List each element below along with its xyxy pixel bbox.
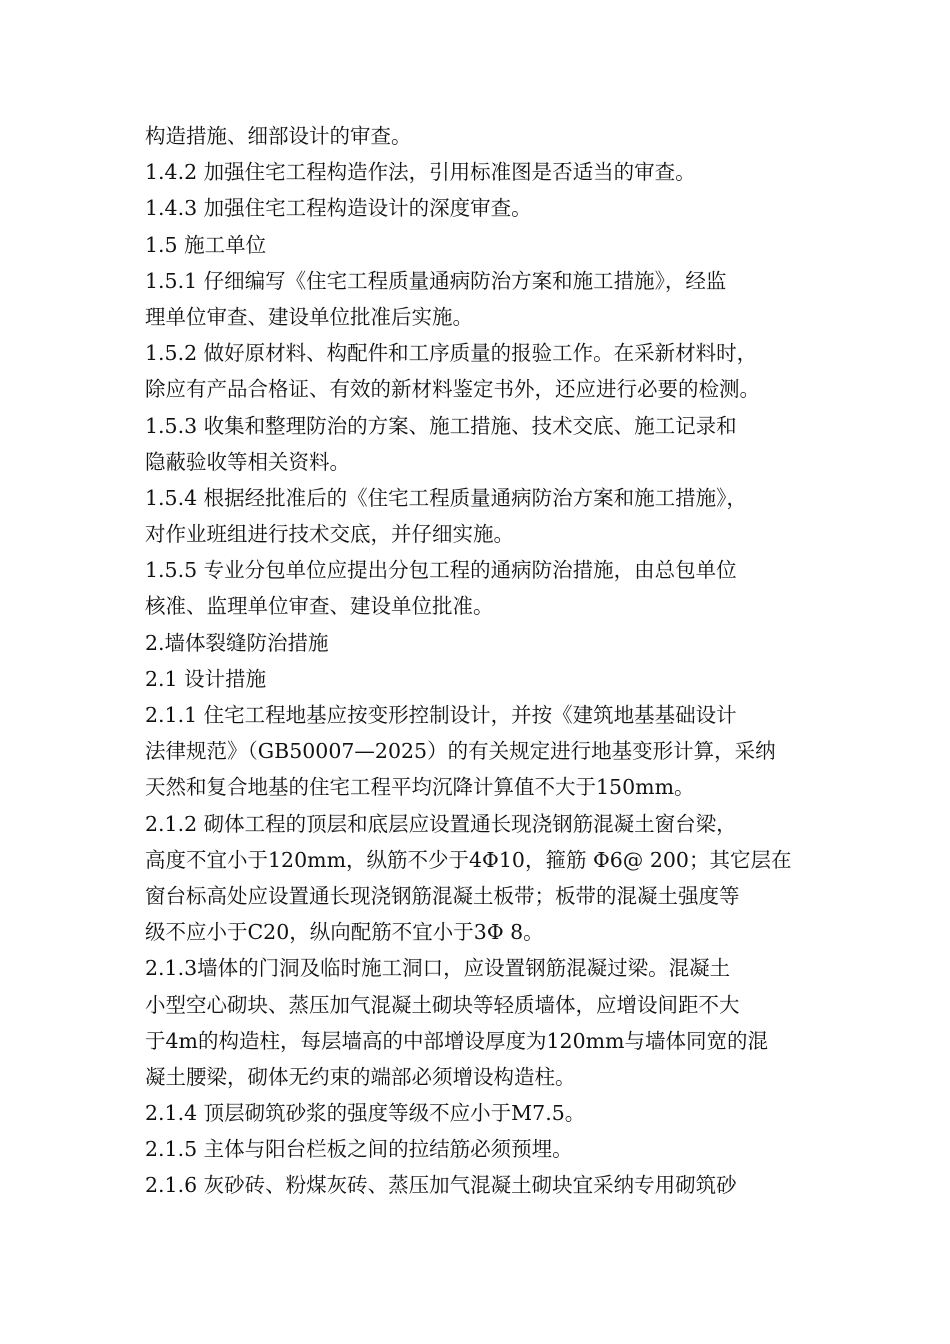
- text-line: 除应有产品合格证、有效的新材料鉴定书外，还应进行必要的检测。: [145, 377, 760, 402]
- document-body: [145, 118, 835, 1204]
- text-line: 凝土腰梁，砌体无约束的端部必须增设构造柱。: [145, 1064, 576, 1089]
- text-line: 核准、监理单位审查、建设单位批准。: [145, 594, 494, 619]
- section-heading: 2.1 设计措施: [145, 666, 267, 691]
- text-line: 理单位审查、建设单位批准后实施。: [145, 304, 473, 329]
- text-line: 2.1.5 主体与阳台栏板之间的拉结筋必须预埋。: [145, 1137, 573, 1162]
- text-line: 天然和复合地基的住宅工程平均沉降计算值不大于150mm。: [145, 775, 695, 800]
- text-line: 2.1.4 顶层砌筑砂浆的强度等级不应小于M7.5。: [145, 1101, 586, 1126]
- text-line: 1.5.4 根据经批准后的《住宅工程质量通病防治方案和施工措施》，: [145, 485, 747, 510]
- text-line: 2.1.2 砌体工程的顶层和底层应设置通长现浇钢筋混凝土窗台梁，: [145, 811, 737, 836]
- text-line: 隐蔽验收等相关资料。: [145, 449, 350, 474]
- text-line: 高度不宜小于120mm，纵筋不少于4Φ10，箍筋 Φ6@ 200；其它层在: [145, 847, 792, 872]
- text-line: 1.4.3 加强住宅工程构造设计的深度审查。: [145, 196, 532, 221]
- text-line: 窗台标高处应设置通长现浇钢筋混凝土板带；板带的混凝土强度等: [145, 883, 740, 908]
- text-line: 小型空心砌块、蒸压加气混凝土砌块等轻质墙体，应增设间距不大: [145, 992, 740, 1017]
- text-line: 1.5.1 仔细编写《住宅工程质量通病防治方案和施工措施》，经监: [145, 268, 727, 293]
- text-line: 构造措施、细部设计的审查。: [145, 124, 412, 148]
- text-line: 1.5.5 专业分包单位应提出分包工程的通病防治措施，由总包单位: [145, 558, 737, 583]
- text-line: 1.4.2 加强住宅工程构造作法，引用标准图是否适当的审查。: [145, 160, 696, 185]
- text-line: 级不应小于C20，纵向配筋不宜小于3Φ 8。: [145, 920, 544, 945]
- text-line: 法律规范》（GB50007—2025）的有关规定进行地基变形计算，采纳: [145, 739, 776, 764]
- text-line: 于4m的构造柱，每层墙高的中部增设厚度为120mm与墙体同宽的混: [145, 1028, 768, 1053]
- text-line: 1.5.3 收集和整理防治的方案、施工措施、技术交底、施工记录和: [145, 413, 737, 438]
- text-line: 对作业班组进行技术交底，并仔细实施。: [145, 522, 514, 547]
- text-line: 2.1.3墙体的门洞及临时施工洞口，应设置钢筋混凝过梁。混凝土: [145, 956, 731, 981]
- text-line: 2.1.6 灰砂砖、粉煤灰砖、蒸压加气混凝土砌块宜采纳专用砌筑砂: [145, 1173, 737, 1198]
- section-heading: 2.墙体裂缝防治措施: [145, 630, 329, 655]
- text-line: 1.5.2 做好原材料、构配件和工序质量的报验工作。在采新材料时，: [145, 341, 758, 366]
- text-line: 2.1.1 住宅工程地基应按变形控制设计，并按《建筑地基基础设计: [145, 703, 737, 727]
- section-heading: 1.5 施工单位: [145, 232, 267, 257]
